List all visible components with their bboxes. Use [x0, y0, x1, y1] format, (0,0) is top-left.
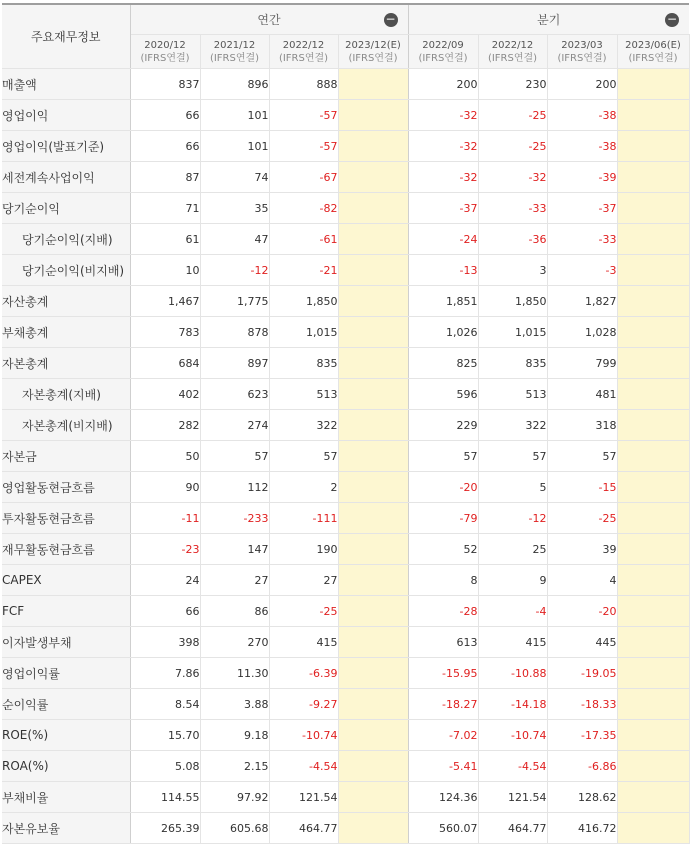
value-cell: -12 [200, 255, 269, 286]
value-cell: -57 [269, 100, 338, 131]
row-label: ROA(%) [2, 751, 130, 782]
value-cell: 87 [130, 162, 200, 193]
value-cell: 888 [269, 69, 338, 100]
row-label: 자본금 [2, 441, 130, 472]
value-cell [617, 658, 689, 689]
value-cell: -79 [408, 503, 478, 534]
value-cell: 114.55 [130, 782, 200, 813]
annual-group-header [130, 4, 408, 35]
row-label: 자본총계(비지배) [2, 410, 130, 441]
table-row [2, 751, 689, 782]
value-cell: 190 [269, 534, 338, 565]
table-row [2, 286, 689, 317]
value-cell: -10.74 [478, 720, 547, 751]
value-cell: -6.86 [547, 751, 617, 782]
value-cell [338, 720, 408, 751]
value-cell: -24 [408, 224, 478, 255]
row-label: CAPEX [2, 565, 130, 596]
value-cell: -9.27 [269, 689, 338, 720]
value-cell [617, 751, 689, 782]
row-label: 자본총계(지배) [2, 379, 130, 410]
value-cell: 318 [547, 410, 617, 441]
value-cell: 1,026 [408, 317, 478, 348]
value-cell: 66 [130, 131, 200, 162]
value-cell [617, 565, 689, 596]
value-cell: 8.54 [130, 689, 200, 720]
value-cell: 57 [478, 441, 547, 472]
table-row [2, 565, 689, 596]
value-cell: -4.54 [478, 751, 547, 782]
value-cell: 3.88 [200, 689, 269, 720]
value-cell: -37 [547, 193, 617, 224]
value-cell [617, 410, 689, 441]
value-cell: 1,015 [269, 317, 338, 348]
value-cell: 265.39 [130, 813, 200, 844]
value-cell [338, 193, 408, 224]
period-header: 2021/12 (IFRS연결) [200, 35, 269, 69]
value-cell: 200 [408, 69, 478, 100]
value-cell: 121.54 [269, 782, 338, 813]
row-label: 영업이익 [2, 100, 130, 131]
row-label: 영업활동현금흐름 [2, 472, 130, 503]
value-cell [338, 782, 408, 813]
value-cell: 835 [478, 348, 547, 379]
value-cell: 71 [130, 193, 200, 224]
value-cell: 200 [547, 69, 617, 100]
value-cell [617, 627, 689, 658]
table-row [2, 503, 689, 534]
value-cell: 57 [408, 441, 478, 472]
value-cell: -25 [478, 100, 547, 131]
value-cell [338, 565, 408, 596]
value-cell: -111 [269, 503, 338, 534]
value-cell: 66 [130, 596, 200, 627]
value-cell: 57 [200, 441, 269, 472]
value-cell [617, 131, 689, 162]
value-cell: 513 [269, 379, 338, 410]
value-cell: -233 [200, 503, 269, 534]
value-cell: -10.88 [478, 658, 547, 689]
value-cell: -14.18 [478, 689, 547, 720]
value-cell [617, 689, 689, 720]
value-cell: 1,827 [547, 286, 617, 317]
value-cell: -32 [408, 100, 478, 131]
row-label: 당기순이익(비지배) [2, 255, 130, 286]
value-cell: -36 [478, 224, 547, 255]
value-cell: 8 [408, 565, 478, 596]
table-row [2, 689, 689, 720]
value-cell: 57 [547, 441, 617, 472]
table-row [2, 658, 689, 689]
value-cell: 27 [269, 565, 338, 596]
value-cell: -4.54 [269, 751, 338, 782]
value-cell: -57 [269, 131, 338, 162]
value-cell [617, 348, 689, 379]
value-cell [338, 627, 408, 658]
row-label: 자산총계 [2, 286, 130, 317]
table-row [2, 131, 689, 162]
table-row [2, 379, 689, 410]
value-cell: 86 [200, 596, 269, 627]
value-cell [338, 348, 408, 379]
value-cell: 402 [130, 379, 200, 410]
value-cell: 229 [408, 410, 478, 441]
value-cell: 10 [130, 255, 200, 286]
value-cell: -3 [547, 255, 617, 286]
value-cell: 101 [200, 100, 269, 131]
value-cell: -20 [547, 596, 617, 627]
value-cell [338, 162, 408, 193]
value-cell: 15.70 [130, 720, 200, 751]
table-row [2, 410, 689, 441]
value-cell: -38 [547, 100, 617, 131]
value-cell [338, 224, 408, 255]
value-cell: 2.15 [200, 751, 269, 782]
period-header: 2023/03 (IFRS연결) [547, 35, 617, 69]
value-cell [617, 441, 689, 472]
value-cell: 25 [478, 534, 547, 565]
value-cell: 124.36 [408, 782, 478, 813]
value-cell [338, 100, 408, 131]
table-row [2, 255, 689, 286]
value-cell: 7.86 [130, 658, 200, 689]
row-label: 재무활동현금흐름 [2, 534, 130, 565]
value-cell [617, 317, 689, 348]
value-cell: 322 [269, 410, 338, 441]
value-cell [617, 813, 689, 844]
value-cell: -15 [547, 472, 617, 503]
period-header-estimate: 2023/06(E) (IFRS연결) [617, 35, 689, 69]
value-cell: 825 [408, 348, 478, 379]
value-cell [338, 441, 408, 472]
value-cell: 274 [200, 410, 269, 441]
value-cell [617, 193, 689, 224]
value-cell: 322 [478, 410, 547, 441]
value-cell: -20 [408, 472, 478, 503]
value-cell: 4 [547, 565, 617, 596]
row-label: 자본유보율 [2, 813, 130, 844]
value-cell: -10.74 [269, 720, 338, 751]
value-cell: 398 [130, 627, 200, 658]
row-label: 당기순이익 [2, 193, 130, 224]
period-header-estimate: 2023/12(E) (IFRS연결) [338, 35, 408, 69]
table-row [2, 782, 689, 813]
period-header: 2022/09 (IFRS연결) [408, 35, 478, 69]
value-cell: 1,850 [269, 286, 338, 317]
value-cell [617, 255, 689, 286]
value-cell: 128.62 [547, 782, 617, 813]
value-cell: 835 [269, 348, 338, 379]
value-cell: 896 [200, 69, 269, 100]
value-cell [338, 131, 408, 162]
value-cell: -33 [478, 193, 547, 224]
value-cell: 11.30 [200, 658, 269, 689]
row-label: 투자활동현금흐름 [2, 503, 130, 534]
annual-label: 연간 [257, 13, 281, 27]
value-cell: 445 [547, 627, 617, 658]
table-row [2, 441, 689, 472]
row-label: 자본총계 [2, 348, 130, 379]
value-cell: 35 [200, 193, 269, 224]
minus-circle-icon[interactable]: − [666, 12, 678, 26]
value-cell: 605.68 [200, 813, 269, 844]
value-cell: 1,015 [478, 317, 547, 348]
value-cell: 1,467 [130, 286, 200, 317]
value-cell: 270 [200, 627, 269, 658]
minus-circle-icon[interactable]: − [385, 12, 396, 26]
header-group-row [2, 4, 689, 35]
value-cell [338, 503, 408, 534]
value-cell: 837 [130, 69, 200, 100]
value-cell [617, 69, 689, 100]
quarter-group-header [408, 4, 689, 35]
financial-summary-table [2, 3, 690, 844]
value-cell: -17.35 [547, 720, 617, 751]
value-cell: 1,850 [478, 286, 547, 317]
value-cell: 27 [200, 565, 269, 596]
value-cell [338, 286, 408, 317]
value-cell [617, 720, 689, 751]
value-cell [338, 751, 408, 782]
table-row [2, 472, 689, 503]
table-row [2, 317, 689, 348]
table-row [2, 627, 689, 658]
value-cell: -6.39 [269, 658, 338, 689]
value-cell: 24 [130, 565, 200, 596]
value-cell: 513 [478, 379, 547, 410]
value-cell: 101 [200, 131, 269, 162]
value-cell: -7.02 [408, 720, 478, 751]
row-label: ROE(%) [2, 720, 130, 751]
value-cell: 799 [547, 348, 617, 379]
value-cell: -37 [408, 193, 478, 224]
value-cell: 5.08 [130, 751, 200, 782]
value-cell: -21 [269, 255, 338, 286]
value-cell: 596 [408, 379, 478, 410]
value-cell [338, 813, 408, 844]
value-cell: 47 [200, 224, 269, 255]
value-cell: -25 [547, 503, 617, 534]
value-cell [338, 410, 408, 441]
value-cell: 464.77 [269, 813, 338, 844]
table-row [2, 534, 689, 565]
value-cell: -32 [408, 162, 478, 193]
value-cell: 61 [130, 224, 200, 255]
table-row [2, 596, 689, 627]
value-cell: -13 [408, 255, 478, 286]
value-cell: 623 [200, 379, 269, 410]
value-cell [617, 224, 689, 255]
table-row [2, 813, 689, 844]
quarter-label: 분기 [537, 13, 561, 27]
value-cell: 560.07 [408, 813, 478, 844]
value-cell: 684 [130, 348, 200, 379]
value-cell: 57 [269, 441, 338, 472]
table-row [2, 348, 689, 379]
value-cell: 415 [478, 627, 547, 658]
value-cell: -39 [547, 162, 617, 193]
value-cell [617, 162, 689, 193]
value-cell: -67 [269, 162, 338, 193]
value-cell: 1,028 [547, 317, 617, 348]
value-cell: -25 [478, 131, 547, 162]
value-cell: -33 [547, 224, 617, 255]
value-cell: 39 [547, 534, 617, 565]
value-cell: -12 [478, 503, 547, 534]
value-cell: 878 [200, 317, 269, 348]
value-cell: 230 [478, 69, 547, 100]
value-cell: 481 [547, 379, 617, 410]
value-cell: 783 [130, 317, 200, 348]
row-label: 순이익률 [2, 689, 130, 720]
value-cell: 90 [130, 472, 200, 503]
value-cell: 897 [200, 348, 269, 379]
value-cell [617, 503, 689, 534]
value-cell: -61 [269, 224, 338, 255]
value-cell [338, 472, 408, 503]
value-cell: 282 [130, 410, 200, 441]
value-cell: -32 [408, 131, 478, 162]
period-header: 2020/12 (IFRS연결) [130, 35, 200, 69]
period-header: 2022/12 (IFRS연결) [269, 35, 338, 69]
row-label: 매출액 [2, 69, 130, 100]
row-label: FCF [2, 596, 130, 627]
value-cell: -23 [130, 534, 200, 565]
period-header: 2022/12 (IFRS연결) [478, 35, 547, 69]
row-label: 부채총계 [2, 317, 130, 348]
value-cell [617, 472, 689, 503]
value-cell: -32 [478, 162, 547, 193]
value-cell: 2 [269, 472, 338, 503]
value-cell [338, 379, 408, 410]
value-cell: -82 [269, 193, 338, 224]
value-cell: -25 [269, 596, 338, 627]
value-cell: -28 [408, 596, 478, 627]
value-cell [338, 255, 408, 286]
value-cell [338, 534, 408, 565]
value-cell [617, 596, 689, 627]
value-cell: -18.27 [408, 689, 478, 720]
value-cell [617, 286, 689, 317]
value-cell: 52 [408, 534, 478, 565]
value-cell: -11 [130, 503, 200, 534]
table-row [2, 193, 689, 224]
table-row [2, 224, 689, 255]
value-cell: 415 [269, 627, 338, 658]
value-cell [338, 69, 408, 100]
value-cell: -38 [547, 131, 617, 162]
value-cell: 50 [130, 441, 200, 472]
value-cell: 9.18 [200, 720, 269, 751]
row-label: 이자발생부채 [2, 627, 130, 658]
table-body [2, 69, 689, 844]
value-cell: 464.77 [478, 813, 547, 844]
value-cell: -19.05 [547, 658, 617, 689]
table-row [2, 162, 689, 193]
table-row [2, 100, 689, 131]
value-cell: -18.33 [547, 689, 617, 720]
value-cell: 9 [478, 565, 547, 596]
value-cell [338, 317, 408, 348]
value-cell: 5 [478, 472, 547, 503]
value-cell [617, 100, 689, 131]
value-cell: 112 [200, 472, 269, 503]
value-cell [617, 534, 689, 565]
value-cell: -4 [478, 596, 547, 627]
value-cell: 3 [478, 255, 547, 286]
value-cell: 613 [408, 627, 478, 658]
row-label: 세전계속사업이익 [2, 162, 130, 193]
value-cell: 66 [130, 100, 200, 131]
row-label: 영업이익(발표기준) [2, 131, 130, 162]
value-cell: 121.54 [478, 782, 547, 813]
value-cell: 416.72 [547, 813, 617, 844]
value-cell: 1,851 [408, 286, 478, 317]
value-cell [338, 689, 408, 720]
table-row [2, 69, 689, 100]
row-label: 부채비율 [2, 782, 130, 813]
value-cell [617, 782, 689, 813]
value-cell: -15.95 [408, 658, 478, 689]
value-cell [338, 596, 408, 627]
row-label: 영업이익률 [2, 658, 130, 689]
table-row [2, 720, 689, 751]
row-label: 당기순이익(지배) [2, 224, 130, 255]
value-cell: 1,775 [200, 286, 269, 317]
value-cell: 147 [200, 534, 269, 565]
label-column-header: 주요재무정보 [2, 4, 130, 69]
value-cell: -5.41 [408, 751, 478, 782]
value-cell [617, 379, 689, 410]
value-cell [338, 658, 408, 689]
value-cell: 74 [200, 162, 269, 193]
value-cell: 97.92 [200, 782, 269, 813]
